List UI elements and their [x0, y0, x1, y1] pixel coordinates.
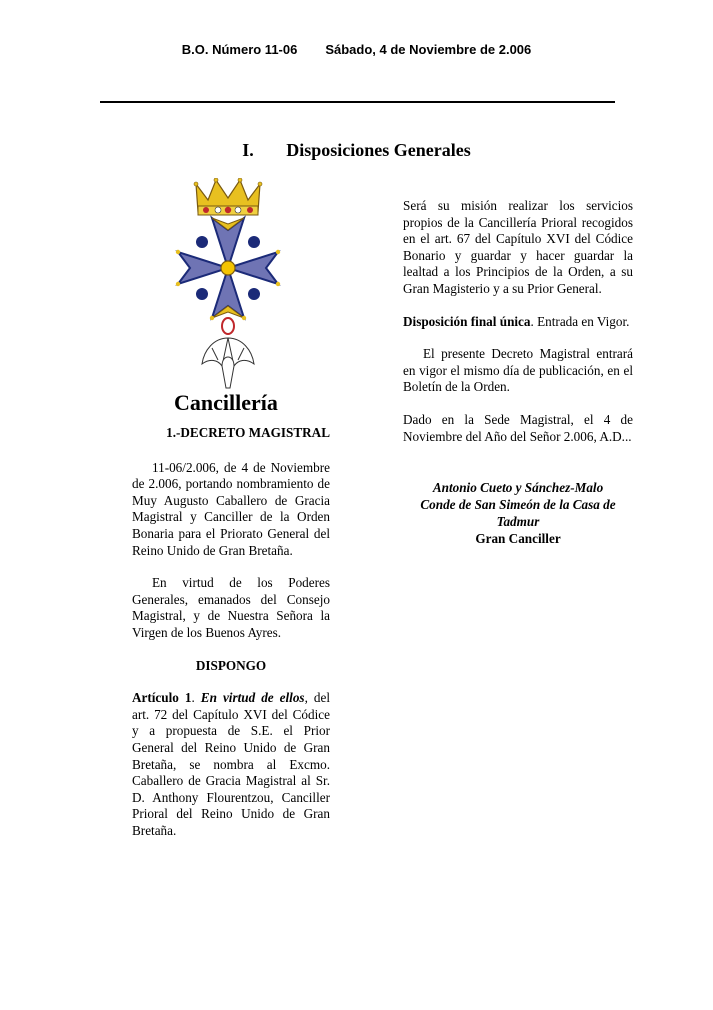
signature-block: [403, 479, 633, 547]
final-provision-text: . Entrada en Vigor.: [530, 313, 630, 329]
cross-of-the-holy-spirit-icon: [166, 178, 290, 392]
article-label: Artículo 1: [132, 690, 192, 706]
ring-icon: [222, 318, 234, 334]
article-dot: .: [191, 690, 201, 706]
article-text: , del art. 72 del Capítulo XVI del Códice y a propuesta de S.E. el Prior General del Reino Unido de Gran Bretaña, se nombra al Excmo. Caballero de Gracia Magistral al Sr. D. Anthony Flourentzou, Canciller Prioral del Reino Unido de Gran Bretaña.: [132, 690, 330, 838]
signatory-title: Conde de San Simeón de la Casa de Tadmur: [420, 497, 616, 530]
article-1-paragraph: [132, 690, 330, 839]
crown-icon: [194, 178, 262, 215]
mission-paragraph: Será su misión realizar los servicios propios de la Cancillería Prioral recogidos en el art. 67 del Capítulo XVI del Códice Bonario y guardar y hacer guardar la lealtad a los Principios de la Orden, a su Gran Magisterio y a su Prior General.: [403, 198, 633, 296]
signatory-name: Antonio Cueto y Sánchez-Malo: [432, 480, 604, 496]
section-number: I.: [242, 140, 254, 160]
right-column: [403, 198, 633, 547]
signatory-role: Gran Canciller: [475, 531, 561, 547]
department-title: Cancillería: [174, 390, 278, 415]
given-paragraph: Dado en la Sede Magistral, el 4 de Noviembre del Año del Señor 2.006, A.D...: [403, 411, 633, 444]
section-name: Disposiciones Generales: [286, 140, 471, 160]
header-rule: [100, 101, 615, 103]
article-italic-phrase: En virtud de ellos: [200, 690, 305, 706]
effect-paragraph: El presente Decreto Magistral entrará en vigor el mismo día de publicación, en el Boletín de la Orden.: [403, 346, 633, 395]
final-provision-paragraph: [403, 314, 633, 331]
dove-icon: [202, 338, 254, 388]
maltese-cross-icon: [176, 218, 280, 320]
page-header: [0, 42, 713, 57]
section-title: [0, 140, 713, 161]
decree-intro: 11-06/2.006, de 4 de Noviembre de 2.006, portando nombramiento de Muy Augusto Caballero de Gracia Magistral y Canciller de la Orden Bonaria para el Priorato General del Reino Unido de Gran Bretaña.: [132, 459, 330, 558]
decree-heading: 1.-DECRETO MAGISTRAL: [166, 425, 330, 440]
powers-paragraph: En virtud de los Poderes Generales, emanados del Consejo Magistral, y de Nuestra Señora la Virgen de los Buenos Ayres.: [132, 575, 330, 640]
final-provision-label: Disposición final única: [403, 313, 531, 329]
left-column: [132, 425, 330, 855]
dispongo-heading: DISPONGO: [195, 657, 267, 673]
bulletin-number: B.O. Número 11-06: [181, 42, 298, 57]
bulletin-date: Sábado, 4 de Noviembre de 2.006: [325, 42, 532, 57]
